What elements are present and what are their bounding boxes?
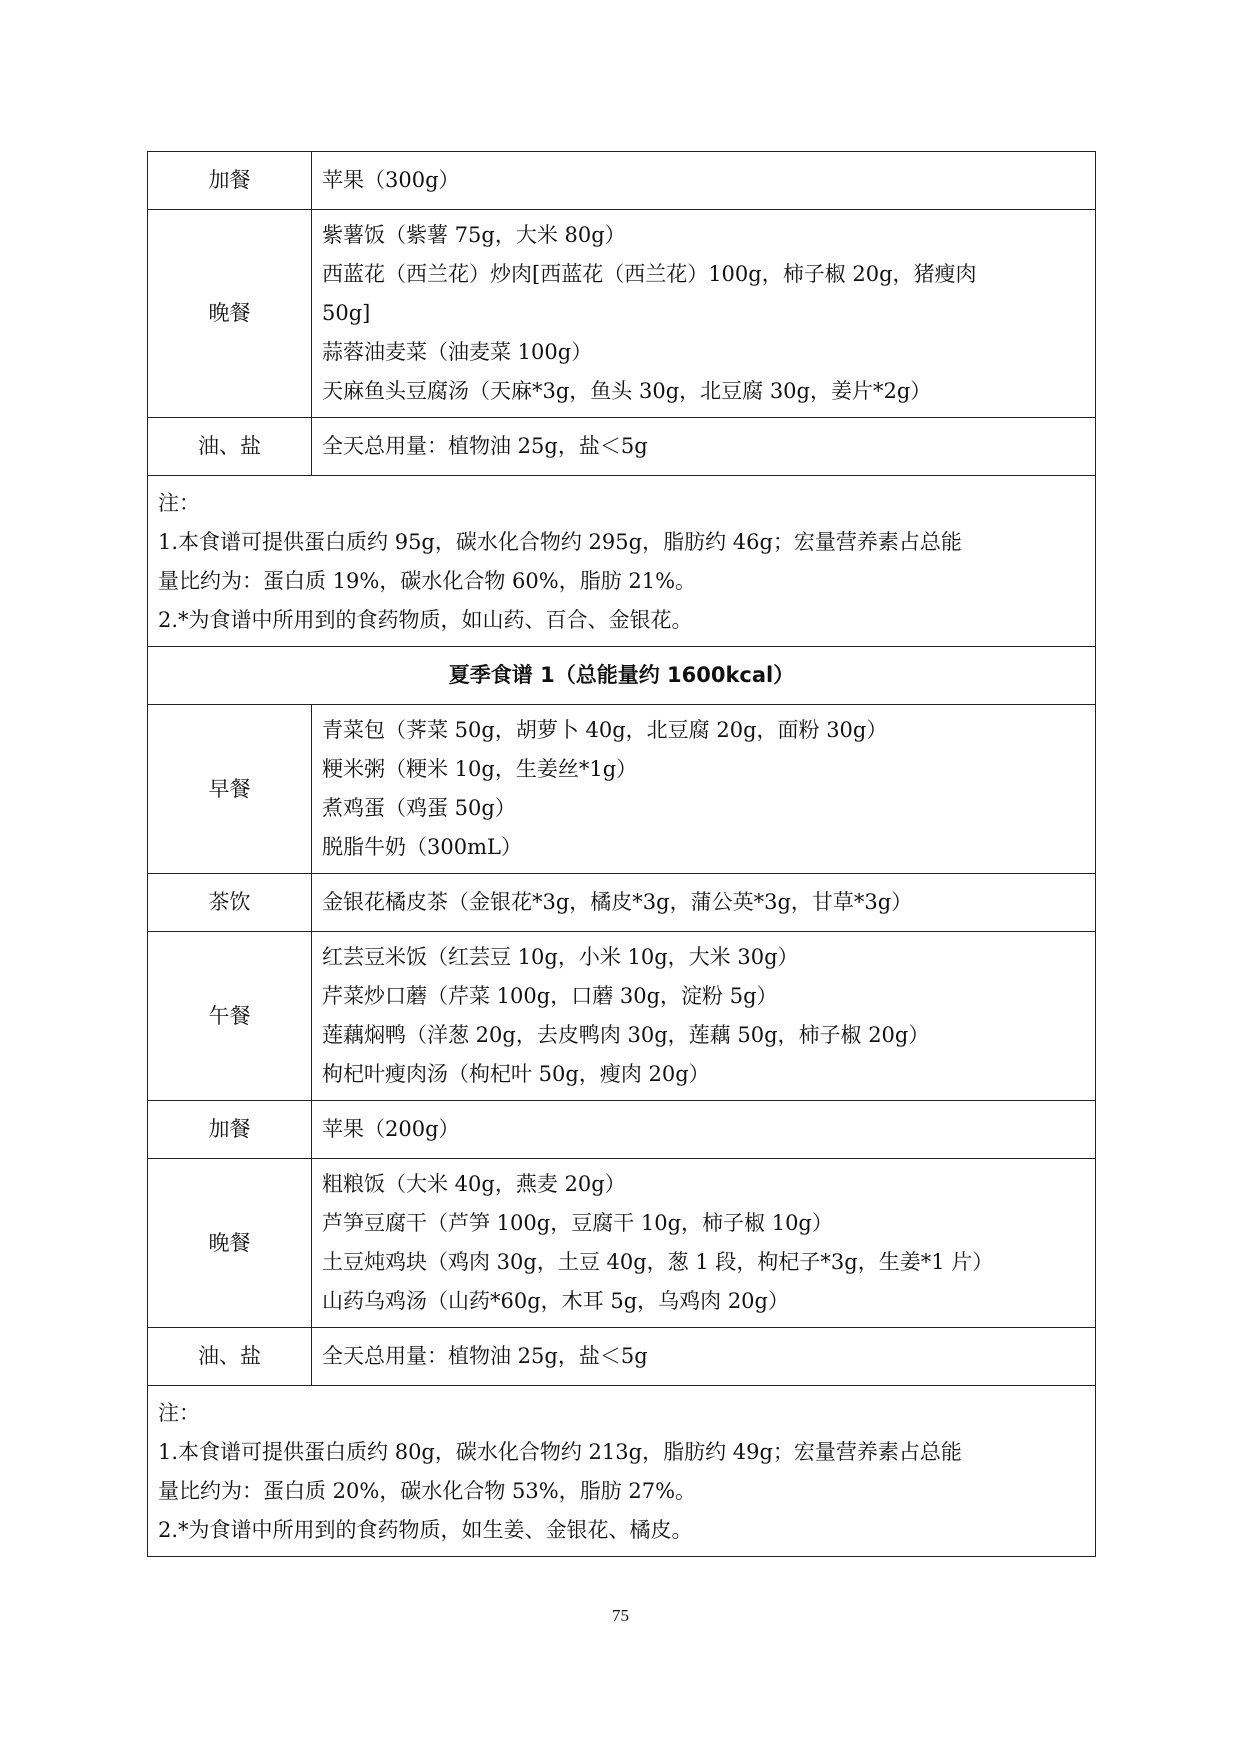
section-title: 夏季食谱 1（总能量约 1600kcal） <box>148 647 1096 705</box>
menu-item: 莲藕焖鸭（洋葱 20g，去皮鸭肉 30g，莲藕 50g，柿子椒 20g） <box>322 1023 930 1047</box>
meal-label-dinner: 晚餐 <box>148 210 312 418</box>
table-row <box>148 1328 1096 1386</box>
table-row <box>148 1101 1096 1159</box>
menu-item: 天麻鱼头豆腐汤（天麻*3g，鱼头 30g，北豆腐 30g，姜片*2g） <box>322 379 932 403</box>
menu-item: 金银花橘皮茶（金银花*3g，橘皮*3g，蒲公英*3g，甘草*3g） <box>322 890 913 914</box>
menu-item: 山药乌鸡汤（山药*60g，木耳 5g，乌鸡肉 20g） <box>322 1289 789 1313</box>
meal-label-snack: 加餐 <box>148 152 312 210</box>
note-title: 注： <box>158 491 200 515</box>
menu-item: 脱脂牛奶（300mL） <box>322 835 522 859</box>
menu-item: 红芸豆米饭（红芸豆 10g，小米 10g，大米 30g） <box>322 945 799 969</box>
meal-label-dinner: 晚餐 <box>148 1159 312 1328</box>
note-line: 2.*为食谱中所用到的食药物质，如生姜、金银花、橘皮。 <box>158 1518 693 1542</box>
meal-label-lunch: 午餐 <box>148 932 312 1101</box>
table-row <box>148 705 1096 874</box>
meal-label-snack: 加餐 <box>148 1101 312 1159</box>
meal-label-oil-salt: 油、盐 <box>148 418 312 476</box>
meal-items-dinner <box>312 210 1096 418</box>
menu-item: 土豆炖鸡块（鸡肉 30g，土豆 40g，葱 1 段，枸杞子*3g，生姜*1 片） <box>322 1250 994 1274</box>
note-line: 量比约为：蛋白质 20%，碳水化合物 53%，脂肪 27%。 <box>158 1479 697 1503</box>
meal-items-snack <box>312 152 1096 210</box>
menu-item: 芹菜炒口蘑（芹菜 100g，口蘑 30g，淀粉 5g） <box>322 984 778 1008</box>
table-row <box>148 152 1096 210</box>
meal-items-snack <box>312 1101 1096 1159</box>
note-line: 量比约为：蛋白质 19%，碳水化合物 60%，脂肪 21%。 <box>158 569 697 593</box>
meal-items-lunch <box>312 932 1096 1101</box>
meal-label-tea: 茶饮 <box>148 874 312 932</box>
menu-item: 紫薯饭（紫薯 75g，大米 80g） <box>322 223 626 247</box>
table-row <box>148 210 1096 418</box>
menu-item: 苹果（300g） <box>322 168 460 192</box>
table-row <box>148 932 1096 1101</box>
table-row <box>148 874 1096 932</box>
note-block <box>148 1386 1096 1557</box>
table-row <box>148 1386 1096 1557</box>
table-row <box>148 647 1096 705</box>
menu-item: 枸杞叶瘦肉汤（枸杞叶 50g，瘦肉 20g） <box>322 1062 710 1086</box>
menu-table <box>147 151 1096 1557</box>
menu-item: 蒜蓉油麦菜（油麦菜 100g） <box>322 340 593 364</box>
meal-label-oil-salt: 油、盐 <box>148 1328 312 1386</box>
menu-item: 粳米粥（粳米 10g，生姜丝*1g） <box>322 757 638 781</box>
note-line: 1.本食谱可提供蛋白质约 80g，碳水化合物约 213g，脂肪约 49g；宏量营养素占总能 <box>158 1440 962 1464</box>
menu-item: 青菜包（荠菜 50g，胡萝卜 40g，北豆腐 20g，面粉 30g） <box>322 718 888 742</box>
menu-item: 粗粮饭（大米 40g，燕麦 20g） <box>322 1172 626 1196</box>
note-line: 2.*为食谱中所用到的食药物质，如山药、百合、金银花。 <box>158 608 693 632</box>
menu-item: 50g] <box>322 301 371 325</box>
table-row <box>148 418 1096 476</box>
menu-item: 苹果（200g） <box>322 1117 460 1141</box>
meal-items-tea <box>312 874 1096 932</box>
note-block <box>148 476 1096 647</box>
note-title: 注： <box>158 1401 200 1425</box>
menu-item: 西蓝花（西兰花）炒肉[西蓝花（西兰花）100g，柿子椒 20g，猪瘦肉 <box>322 262 977 286</box>
page-number: 75 <box>612 1606 629 1625</box>
oil-salt-text: 全天总用量：植物油 25g，盐＜5g <box>312 418 1096 476</box>
meal-label-breakfast: 早餐 <box>148 705 312 874</box>
table-row <box>148 1159 1096 1328</box>
table-row <box>148 476 1096 647</box>
meal-items-breakfast <box>312 705 1096 874</box>
menu-item: 煮鸡蛋（鸡蛋 50g） <box>322 796 516 820</box>
meal-items-dinner <box>312 1159 1096 1328</box>
oil-salt-text: 全天总用量：植物油 25g，盐＜5g <box>312 1328 1096 1386</box>
note-line: 1.本食谱可提供蛋白质约 95g，碳水化合物约 295g，脂肪约 46g；宏量营养素占总能 <box>158 530 962 554</box>
menu-item: 芦笋豆腐干（芦笋 100g，豆腐干 10g，柿子椒 10g） <box>322 1211 833 1235</box>
